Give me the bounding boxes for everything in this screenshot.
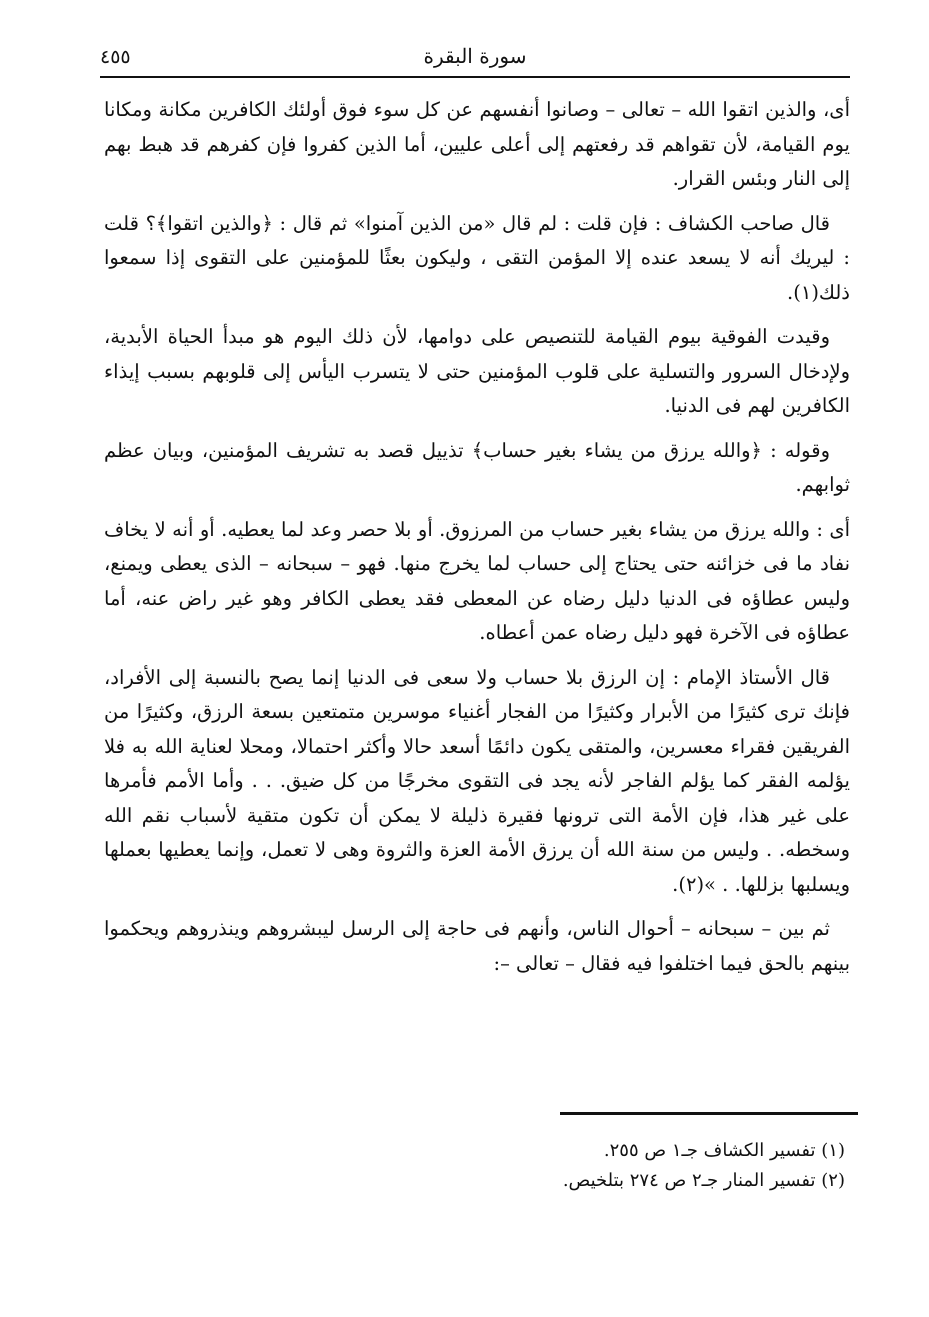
paragraph: قال صاحب الكشاف : فإن قلت : لم قال «من الذين آمنوا» ثم قال : ﴿والذين اتقوا﴾؟ قلت : ليريك أنه لا يسعد عنده إلا المؤمن التقى ، وليكون بعثًا للمؤمنين على التقوى إذا سمعوا ذلك(١).: [104, 211, 850, 304]
page-header: [100, 38, 850, 78]
body-text: [104, 93, 850, 991]
footnote-divider: [560, 1112, 858, 1115]
footnote: (١) تفسير الكشاف جـ١ ص ٢٥٥.: [603, 1140, 845, 1161]
paragraph: وقيدت الفوقية بيوم القيامة للتنصيص على دوامها، لأن ذلك اليوم هو مبدأ الحياة الأبدية، ولإدخال السرور والتسلية على قلوب المؤمنين حتى لا يتسرب اليأس إلى قلوبهم بسبب إيذاء الكافرين لهم فى الدنيا.: [104, 325, 850, 417]
running-title: سورة البقرة: [423, 44, 527, 68]
footnote: (٢) تفسير المنار جـ٢ ص ٢٧٤ بتلخيص.: [562, 1170, 845, 1191]
paragraph: وقوله : ﴿والله يرزق من يشاء بغير حساب﴾ تذييل قصد به تشريف المؤمنين، وبيان عظم ثوابهم.: [104, 438, 850, 496]
paragraph: ثم بين – سبحانه – أحوال الناس، وأنهم فى حاجة إلى الرسل ليبشروهم وينذروهم ويحكموا بينهم بالحق فيما اختلفوا فيه فقال – تعالى –:: [104, 917, 850, 975]
paragraph: أى : والله يرزق من يشاء بغير حساب من المرزوق. أو بلا حصر وعد لما يعطيه. أو أنه لا يخاف نفاد ما فى خزائنه حتى يحتاج إلى حساب لما يخرج منها. فهو – سبحانه – الذى يعطى ويمنع، وليس عطاؤه فى الدنيا دليل رضاه عن المعطى فقد يعطى الكافر وهو غير راض عنه، أما عطاؤه فى الآخرة فهو دليل رضاه عمن أعطاه.: [104, 517, 850, 644]
page-number: ٤٥٥: [100, 46, 131, 68]
paragraph: قال الأستاذ الإمام : إن الرزق بلا حساب ولا سعى فى الدنيا إنما يصح بالنسبة إلى الأفراد، فإنك ترى كثيرًا من الأبرار وكثيرًا من الفجار أغنياء موسرين متمتعين بسعة الرزق، وكثيرًا من الفريقين فقراء معسرين، والمتقى يكون دائمًا أسعد حالا وأكثر احتمالا، ومحلا لعناية الله به فلا يؤلمه الفقر كما يؤلم الفاجر لأنه يجد فى التقوى مخرجًا من كل ضيق. . . وأما الأمم فأمرها على غير هذا، فإن الأمة التى ترونها فقيرة ذليلة لا يمكن أن تكون متقية لأسباب نقم الله وسخطه. . وليس من سنة الله أن يرزق الأمة العزة والثروة وهى لا تعمل، وإنما يعطيها بعملها ويسلبها بزللها. . »(٢).: [104, 665, 850, 896]
footnotes: [420, 1136, 845, 1196]
paragraph: أى، والذين اتقوا الله – تعالى – وصانوا أنفسهم عن كل سوء فوق أولئك الكافرين مكانة ومكانا يوم القيامة، لأن تقواهم قد رفعتهم إلى أعلى عليين، أما الذين كفروا فإن كفرهم قد هبط بهم إلى النار وبئس القرار.: [104, 98, 850, 190]
header-divider: [100, 76, 850, 78]
